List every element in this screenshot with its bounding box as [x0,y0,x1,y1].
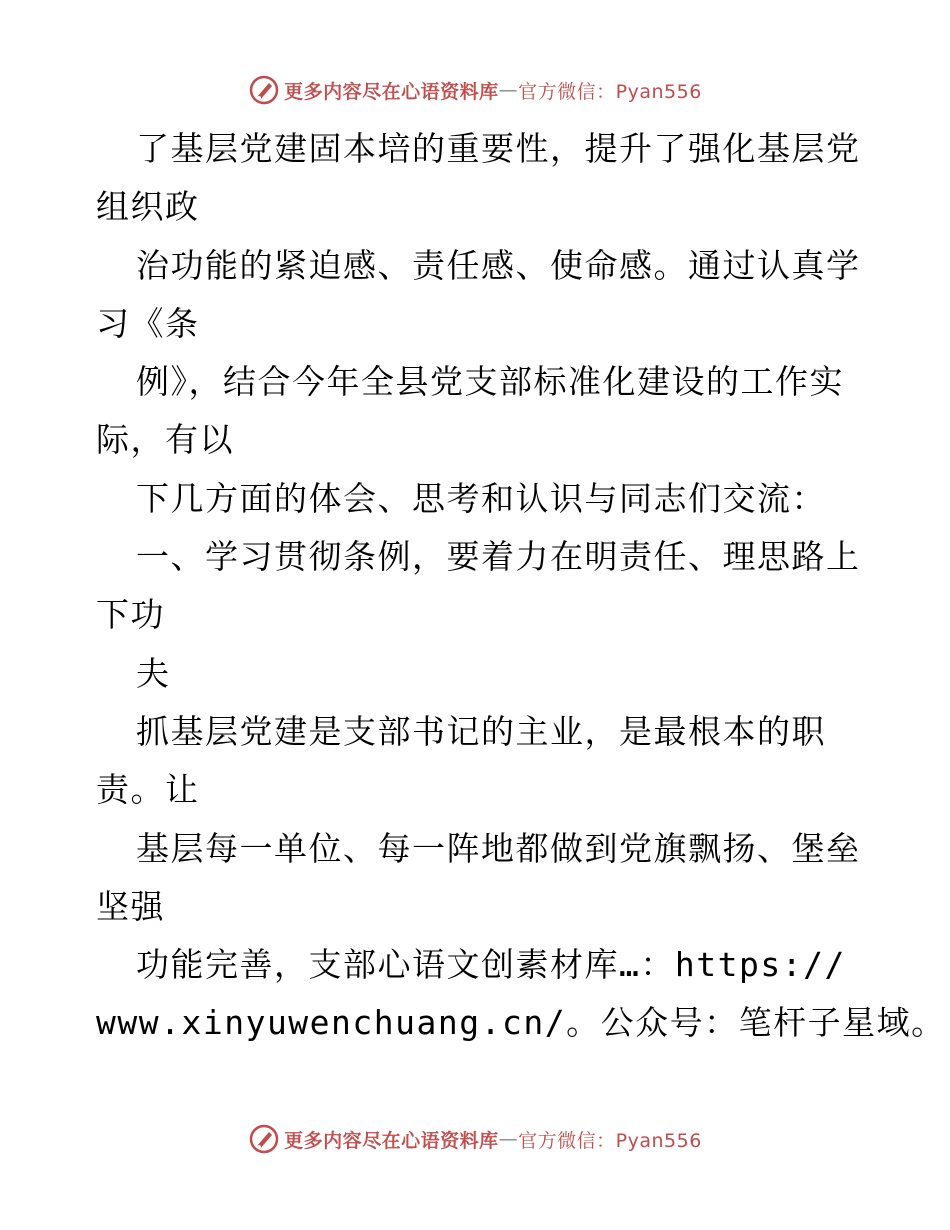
text-line: 抓基层党建是支部书记的主业，是最根本的职 [136,711,826,751]
text-line: 责。让 [96,770,200,810]
watermark-text: 更多内容尽在心语资料库 [284,1129,499,1152]
text-line: 下功 [96,595,165,635]
header-watermark [0,72,950,108]
pen-seal-icon [248,1123,280,1155]
footer-watermark [0,1121,950,1157]
text-line: 习《条 [96,303,200,343]
watermark-dash: — [498,79,519,101]
text-line: 坚强 [96,886,165,926]
text-line: 例》，结合今年全县党支部标准化建设的工作实 [136,362,844,402]
text-line: 基层每一单位、每一阵地都做到党旗飘扬、堡垒 [136,828,861,868]
pen-seal-icon [248,74,280,106]
watermark-suffix: 官方微信：Pyan556 [518,1129,702,1152]
text-line: www.xinyuwenchuang.cn/。公众号：笔杆子星域。 [96,1003,946,1043]
watermark-suffix: 官方微信：Pyan556 [518,80,702,103]
watermark-text: 更多内容尽在心语资料库 [284,80,499,103]
text-line: 际，有以 [96,420,234,460]
text-line: 功能完善，支部心语文创素材库…：https:// [136,945,846,985]
text-line: 夫 [136,653,171,693]
text-line: 下几方面的体会、思考和认识与同志们交流： [136,478,826,518]
text-line: 组织政 [96,187,200,227]
section-heading: 一、学习贯彻条例，要着力在明责任、理思路上 [136,537,861,577]
text-line: 了基层党建固本培的重要性，提升了强化基层党 [136,129,861,168]
document-body [96,120,946,1053]
text-line: 治功能的紧迫感、责任感、使命感。通过认真学 [136,245,861,285]
watermark-dash: — [498,1128,519,1150]
